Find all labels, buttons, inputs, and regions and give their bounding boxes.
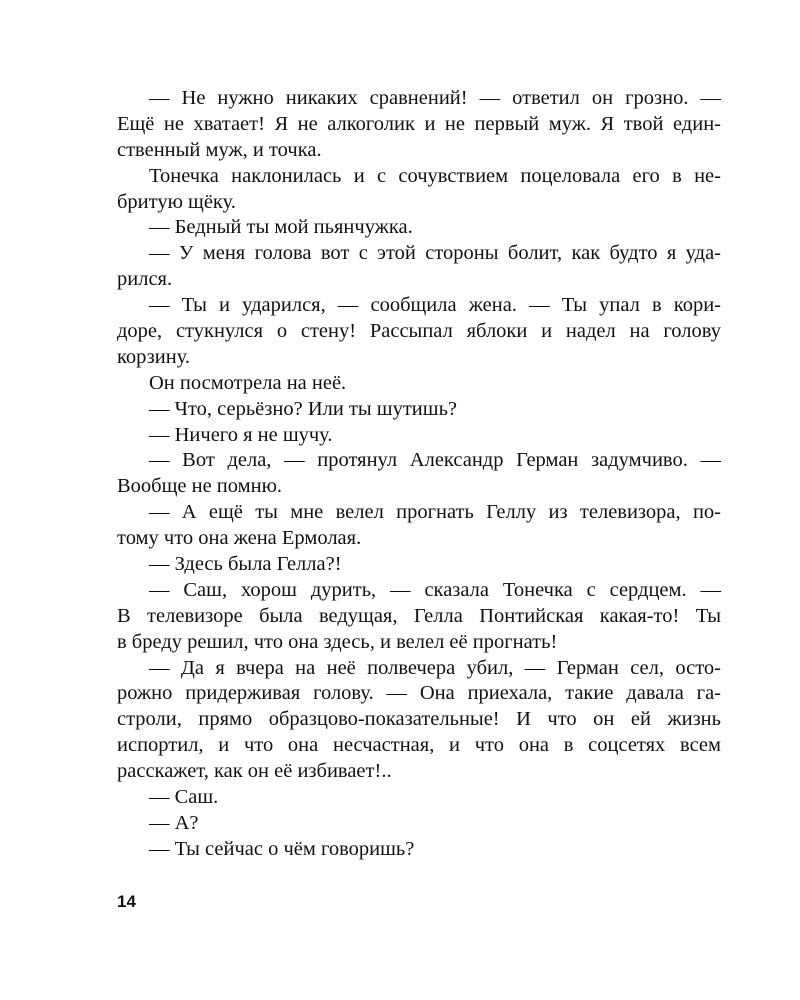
text-line: — Что, серьёзно? Или ты шутишь?	[149, 397, 458, 420]
text-line: — Ничего я не шучу.	[149, 423, 333, 446]
text-line: — У меня голова вот с этой стороны болит, как будто я уда-	[149, 242, 721, 265]
text-line: — А?	[149, 811, 199, 834]
text-line: — Ты и ударился, — сообщила жена. — Ты упал в кори-	[149, 294, 721, 317]
text-line: — Саш, хорош дурить, — сказала Тонечка с сердцем. —	[149, 578, 721, 601]
text-line: рился.	[117, 268, 173, 291]
text-line: расскажет, как он её избивает!..	[117, 760, 392, 783]
text-line: корзину.	[117, 345, 191, 368]
text-line: — Ты сейчас о чём говоришь?	[149, 837, 415, 860]
text-line: тому что она жена Ермолая.	[117, 527, 362, 550]
text-line: В телевизоре была ведущая, Гелла Понтийская какая-то! Ты	[117, 604, 721, 627]
text-line: Он посмотрела на неё.	[149, 371, 347, 394]
page-number: 14	[117, 892, 136, 911]
text-line: — А ещё ты мне велел прогнать Геллу из телевизора, по-	[149, 501, 721, 524]
text-line: Ещё не хватает! Я не алкоголик и не первый муж. Я твой един-	[117, 112, 721, 135]
text-line: — Не нужно никаких сравнений! — ответил он грозно. —	[149, 87, 721, 109]
text-line: бритую щёку.	[117, 190, 236, 213]
text-line: строли, прямо образцово-показательные! И что он ей жизнь	[117, 708, 721, 731]
text-line: доре, стукнулся о стену! Рассыпал яблоки и надел на голову	[117, 320, 721, 343]
text-line: Тонечка наклонилась и с сочувствием поцеловала его в не-	[149, 164, 721, 187]
text-line: — Бедный ты мой пьянчужка.	[149, 216, 413, 239]
text-line: ственный муж, и точка.	[117, 138, 322, 161]
text-line: рожно придерживая голову. — Она приехала, такие давала га-	[117, 682, 721, 705]
text-line: в бреду решил, что она здесь, и велел её прогнать!	[117, 630, 558, 653]
text-line: — Саш.	[149, 786, 219, 809]
text-line: — Здесь была Гелла?!	[149, 553, 342, 576]
text-line: Вообще не помню.	[117, 475, 283, 498]
body-text	[117, 86, 721, 863]
text-line: испортил, и что она несчастная, и что она в соцсетях всем	[117, 734, 721, 757]
text-line: — Вот дела, — протянул Александр Герман задумчиво. —	[149, 449, 721, 472]
text-line: — Да я вчера на неё полвечера убил, — Герман сел, осто-	[149, 656, 721, 679]
